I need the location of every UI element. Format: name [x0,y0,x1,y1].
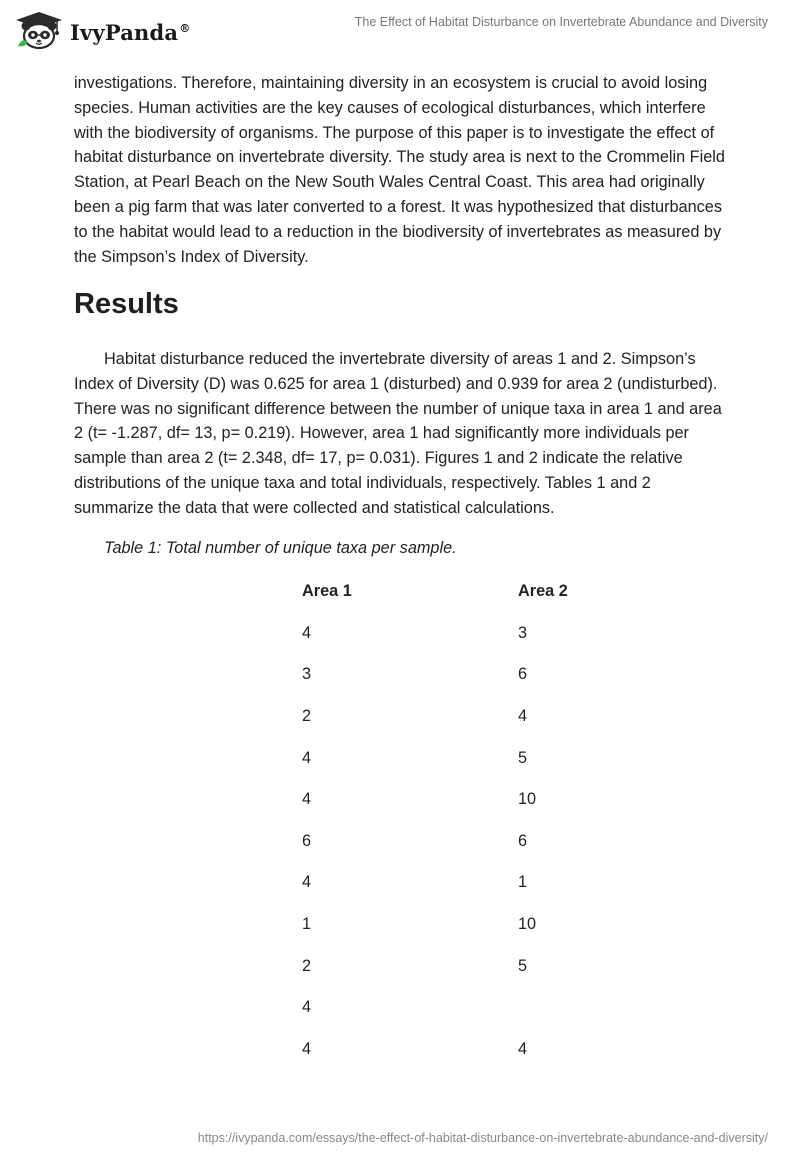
unique-taxa-table [302,571,638,1070]
cell-area-1: 1 [302,915,312,934]
cell-area-2: 10 [518,915,537,934]
table-row [302,862,638,904]
cell-area-1: 6 [302,831,312,850]
table-row [302,1029,638,1071]
cell-area-1: 4 [302,790,312,809]
cell-area-1: 4 [302,873,312,892]
cell-area-1: 2 [302,956,312,975]
table-row [302,737,638,779]
table-row [302,987,638,1029]
table-row [302,904,638,946]
table-row [302,696,638,738]
cell-area-1: 4 [302,623,312,642]
brand-logo[interactable] [14,10,190,50]
table-row [302,945,638,987]
table-row [302,613,638,655]
results-paragraph: Habitat disturbance reduced the invertebrate diversity of areas 1 and 2. Simpson’s Index of Diversity (D) was 0.625 for area 1 (disturbed) and 0.939 for area 2 (undisturbed). There was no significant difference between the number of unique taxa in area 1 and area 2 (t= -1.287, df= 13, p= 0.219). However, area 1 had significantly more individuals per sample than area 2 (t= 2.348, df= 17, p= 0.031). Figures 1 and 2 indicate the relative distributions of the unique taxa and total individuals, respectively. Tables 1 and 2 summarize the data that were collected and statistical calculations. [74,350,722,517]
brand-name: IvyPanda® [70,19,191,45]
document-title: The Effect of Habitat Disturbance on Invertebrate Abundance and Diversity [354,15,768,29]
cell-area-1: 3 [302,665,312,684]
table-row [302,779,638,821]
cell-area-2: 1 [518,873,528,892]
cell-area-1: 4 [302,998,312,1017]
registered-mark: ® [179,21,191,35]
column-header-area-1: Area 1 [302,582,352,601]
source-url-link[interactable]: https://ivypanda.com/essays/the-effect-of-habitat-disturbance-on-invertebrate-abundance-and-diversity/ [197,1131,768,1145]
results-heading: Results [74,288,179,320]
table-caption: Table 1: Total number of unique taxa per sample. [104,539,457,557]
cell-area-1: 4 [302,748,312,767]
cell-area-2: 5 [518,956,528,975]
cell-area-2: 10 [518,790,537,809]
cell-area-2: 5 [518,748,528,767]
cell-area-2: 4 [518,707,528,726]
cell-area-2: 6 [518,665,528,684]
table-row [302,654,638,696]
cell-area-2 [518,987,638,1029]
page-header [0,0,800,70]
cell-area-2: 4 [518,1039,528,1058]
column-header-area-2: Area 2 [518,582,568,601]
cell-area-1: 4 [302,1039,312,1058]
cell-area-1: 2 [302,707,312,726]
cell-area-2: 6 [518,831,528,850]
cell-area-2: 3 [518,623,528,642]
table-row [302,821,638,863]
table-header-row [302,571,638,613]
panda-graduate-icon [14,10,64,50]
intro-paragraph: investigations. Therefore, maintaining diversity in an ecosystem is crucial to avoid losing species. Human activities are the key causes of ecological disturbances, which interfere with the biodiversity of organisms. The purpose of this paper is to investigate the effect of habitat disturbance on invertebrate diversity. The study area is next to the Crommelin Field Station, at Pearl Beach on the New South Wales Central Coast. This area had originally been a pig farm that was later converted to a forest. It was hypothesized that disturbances to the habitat would lead to a reduction in the biodiversity of invertebrates as measured by the Simpson’s Index of Diversity. [74,74,725,266]
